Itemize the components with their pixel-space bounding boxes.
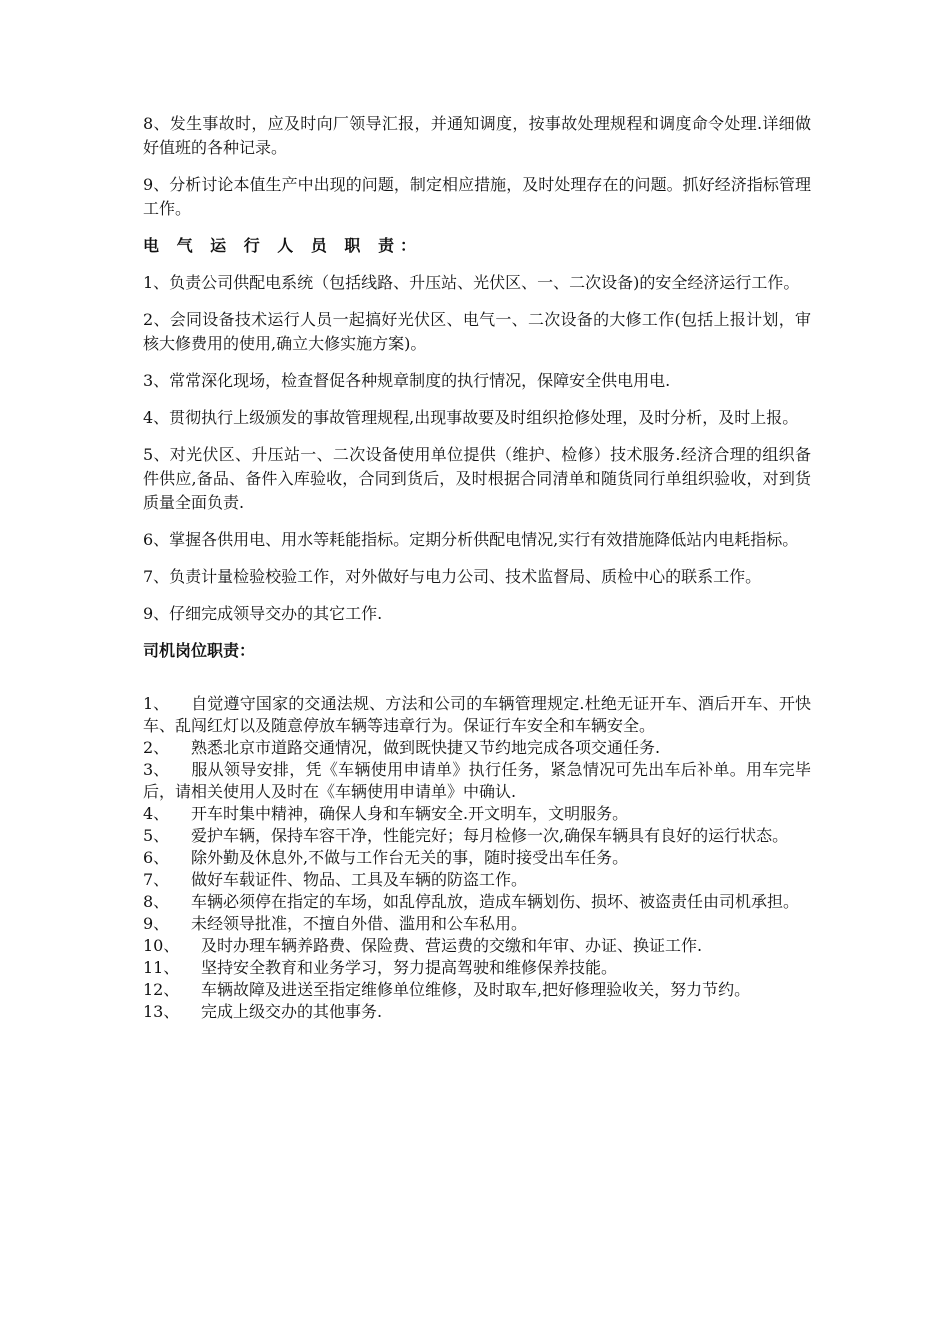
driver-duty-item [143, 935, 811, 957]
item-number: 12、 [143, 980, 180, 999]
electric-duty-item: 9、仔细完成领导交办的其它工作. [143, 604, 383, 623]
item-text: 自觉遵守国家的交通法规、方法和公司的车辆管理规定.杜绝无证开车、酒后开车、开快车、乱闯红灯以及随意停放车辆等违章行为。保证行车安全和车辆安全。 [143, 694, 811, 735]
electric-duty-item: 1、负责公司供配电系统（包括线路、升压站、光伏区、一、二次设备)的安全经济运行工作。 [143, 273, 800, 292]
item-number: 9、 [143, 914, 170, 933]
item-number: 2、 [143, 738, 170, 757]
item-number: 8、 [143, 892, 170, 911]
item-text: 熟悉北京市道路交通情况，做到既快捷又节约地完成各项交通任务. [191, 738, 661, 757]
electric-duty-item: 7、负责计量检验校验工作，对外做好与电力公司、技术监督局、质检中心的联系工作。 [143, 567, 762, 586]
driver-duty-item [143, 693, 811, 737]
item-number: 7、 [143, 870, 170, 889]
electric-duty-item: 6、掌握各供用电、用水等耗能指标。定期分析供配电情况,实行有效措施降低站内电耗指标。 [143, 530, 799, 549]
item-text: 车辆必须停在指定的车场，如乱停乱放，造成车辆划伤、损坏、被盗责任由司机承担。 [191, 892, 800, 911]
driver-duty-item [143, 913, 811, 935]
driver-duty-item [143, 957, 811, 979]
driver-duty-item [143, 803, 811, 825]
driver-duty-list [143, 693, 811, 1023]
driver-duty-item [143, 869, 811, 891]
item-text: 完成上级交办的其他事务. [201, 1002, 383, 1021]
heading-electric-duties: 电 气 运 行 人 员 职 责： [143, 236, 422, 255]
driver-duty-item [143, 847, 811, 869]
item-text: 坚持安全教育和业务学习，努力提高驾驶和维修保养技能。 [201, 958, 618, 977]
item-number: 10、 [143, 936, 180, 955]
item-number: 1、 [143, 694, 170, 713]
item-number: 6、 [143, 848, 170, 867]
driver-duty-item [143, 759, 811, 803]
document-page [143, 112, 811, 1023]
item-number: 4、 [143, 804, 170, 823]
item-text: 做好车载证件、物品、工具及车辆的防盗工作。 [191, 870, 528, 889]
item-text: 车辆故障及进送至指定维修单位维修，及时取车,把好修理验收关，努力节约。 [201, 980, 751, 999]
driver-duty-item [143, 825, 811, 847]
item-text: 除外勤及休息外,不做与工作台无关的事，随时接受出车任务。 [191, 848, 629, 867]
paragraph-item-9: 9、分析讨论本值生产中出现的问题，制定相应措施，及时处理存在的问题。抓好经济指标管理工作。 [143, 175, 811, 218]
item-number: 3、 [143, 760, 170, 779]
electric-duty-item: 3、常常深化现场，检查督促各种规章制度的执行情况，保障安全供电用电. [143, 371, 671, 390]
item-text: 未经领导批准，不擅自外借、滥用和公车私用。 [191, 914, 528, 933]
item-text: 及时办理车辆养路费、保险费、营运费的交缴和年审、办证、换证工作. [201, 936, 703, 955]
item-text: 服从领导安排，凭《车辆使用申请单》执行任务，紧急情况可先出车后补单。用车完毕后，请相关使用人及时在《车辆使用申请单》中确认. [143, 760, 811, 801]
driver-duty-item [143, 979, 811, 1001]
paragraph-item-8: 8、发生事故时，应及时向厂领导汇报，并通知调度，按事故处理规程和调度命令处理.详细做好值班的各种记录。 [143, 114, 811, 157]
electric-duty-item: 4、贯彻执行上级颁发的事故管理规程,出现事故要及时组织抢修处理，及时分析，及时上报。 [143, 408, 799, 427]
electric-duty-item: 5、对光伏区、升压站一、二次设备使用单位提供（维护、检修）技术服务.经济合理的组织备件供应,备品、备件入库验收，合同到货后，及时根据合同清单和随货同行单组织验收，对到货质量全面负责. [143, 445, 811, 512]
item-number: 13、 [143, 1002, 180, 1021]
electric-duty-item: 2、会同设备技术运行人员一起搞好光伏区、电气一、二次设备的大修工作(包括上报计划，审核大修费用的使用,确立大修实施方案)。 [143, 310, 811, 353]
heading-driver-duties: 司机岗位职责： [143, 641, 256, 660]
driver-duty-item [143, 737, 811, 759]
item-number: 11、 [143, 958, 180, 977]
item-text: 爱护车辆，保持车容干净，性能完好；每月检修一次,确保车辆具有良好的运行状态。 [191, 826, 789, 845]
driver-duty-item [143, 891, 811, 913]
driver-duty-item [143, 1001, 811, 1023]
item-number: 5、 [143, 826, 170, 845]
item-text: 开车时集中精神，确保人身和车辆安全.开文明车，文明服务。 [191, 804, 629, 823]
